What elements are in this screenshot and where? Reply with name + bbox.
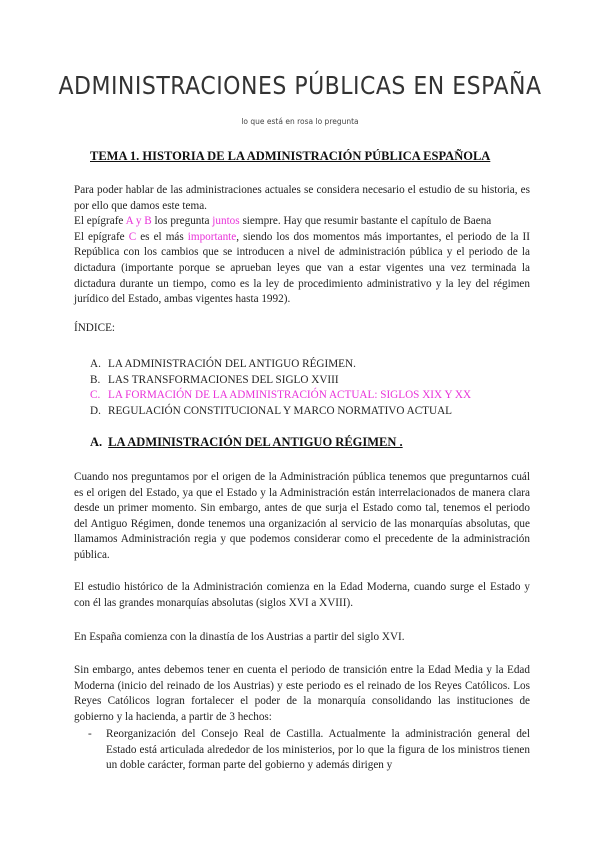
highlight-c: C: [128, 230, 137, 243]
intro-paragraph: [74, 183, 530, 308]
intro-line-ab: El epígrafe A y B los pregunta juntos siempre. Hay que resumir bastante el capítulo de Baena: [74, 215, 492, 228]
section-a-paragraph-1: Cuando nos preguntamos por el origen de la Administración pública tenemos que preguntarnos cuál es el origen del Estado, ya que el Estado y la Administración están interrelacionados de manera clara desde un primer momento. Sin embargo, antes de que surja el Estado como tal, tenemos el periodo del Antiguo Régimen, donde tenemos una organización al servicio de las monarquías absolutas, que llamamos Administración regia y que podemos considerar como el precedente de la administración pública.: [74, 471, 530, 561]
index-label: ÍNDICE:: [74, 322, 116, 334]
toc-item-d: D. REGULACIÓN CONSTITUCIONAL Y MARCO NORMATIVO ACTUAL: [90, 404, 453, 417]
table-of-contents: [90, 357, 471, 419]
section-heading-a: A. LA ADMINISTRACIÓN DEL ANTIGUO RÉGIMEN .: [90, 435, 403, 449]
intro-text: Para poder hablar de las administraciones actuales se considera necesario el estudio de su historia, es por ello que damos este tema.: [74, 184, 530, 212]
highlight-ab: A y B: [125, 215, 152, 228]
toc-item-c: C. LA FORMACIÓN DE LA ADMINISTRACIÓN ACTUAL: SIGLOS XIX Y XX: [90, 389, 472, 402]
highlight-juntos: juntos: [212, 215, 240, 228]
highlight-importante: importante: [187, 230, 237, 243]
document-subtitle: lo que está en rosa lo pregunta: [241, 117, 359, 126]
section-a-paragraph-2: El estudio histórico de la Administración comienza en la Edad Moderna, cuando surge el Estado y con él las grandes monarquías absolutas (siglos XVI a XVIII).: [74, 581, 530, 609]
intro-line-c: El epígrafe C es el más importante, siendo los dos momentos más importantes, el periodo de la II República con los cambios que se introducen a nivel de administración pública y el periodo de la dictadura (importante porque se aprueban leyes que van a estar vigentes una vez terminada la dictadura durante un tiempo, como es la ley de procedimiento administrativo y la ley del régimen jurídico del Estado, ambas vigentes hasta 1992).: [74, 230, 530, 306]
section-a-paragraph-3: En España comienza con la dinastía de los Austrias a partir del siglo XVI.: [74, 631, 405, 643]
bullet-item-consejo-real: [88, 727, 530, 774]
document-title: ADMINISTRACIONES PÚBLICAS EN ESPAÑA: [58, 72, 542, 101]
bullet-dash: -: [88, 728, 92, 740]
bullet-text: Reorganización del Consejo Real de Castilla. Actualmente la administración general del Estado está articulada alrededor de los ministerios, por lo que la figura de los ministros tienen un doble carácter, forman parte del gobierno y además dirigen y: [106, 728, 530, 772]
toc-item-b: B. LAS TRANSFORMACIONES DEL SIGLO XVIII: [90, 373, 339, 386]
section-heading-tema1: TEMA 1. HISTORIA DE LA ADMINISTRACIÓN PÚBLICA ESPAÑOLA: [90, 149, 491, 163]
toc-item-a: A. LA ADMINISTRACIÓN DEL ANTIGUO RÉGIMEN.: [90, 358, 356, 370]
section-a-paragraph-4: Sin embargo, antes debemos tener en cuenta el periodo de transición entre la Edad Media y la Edad Moderna (inicio del reinado de los Austrias) y este periodo es el reinado de los Reyes Católicos. Los Reyes Católicos logran fortalecer el poder de la monarquía consolidando las instituciones de gobierno y la hacienda, a partir de 3 hechos:: [74, 664, 530, 723]
